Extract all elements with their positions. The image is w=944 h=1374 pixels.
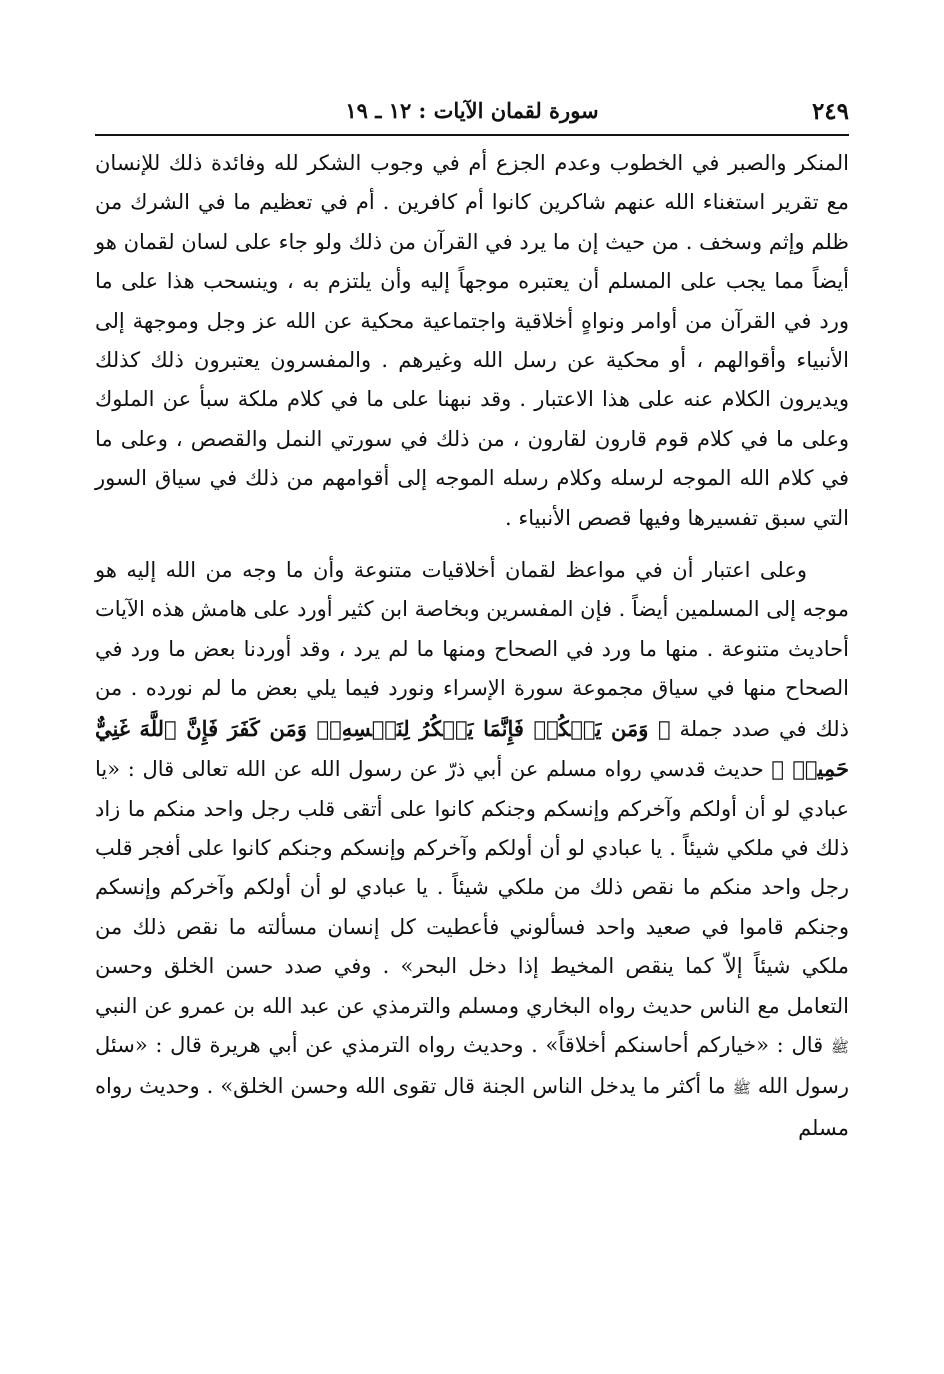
honorific-symbol: ﷺ bbox=[732, 1079, 751, 1098]
paragraph-1: المنكر والصبر في الخطوب وعدم الجزع أم في وجوب الشكر لله وفائدة ذلك للإنسان مع تقرير استغناء الله عنهم شاكرين كانوا أم كافرين . أم في تعظيم ما في الشرك من ظلم وإثم وسخف . من حيث إن ما يرد في القرآن من ذلك ولو جاء على لسان لقمان هو أيضاً مما يجب على المسلم أن يعتبره موجهاً إليه وأن يلتزم به ، وينسحب هذا على ما ورد في القرآن من أوامر ونواهٍ أخلاقية واجتماعية محكية عن الله عز وجل وموجهة إلى الأنبياء وأقوالهم ، أو محكية عن رسل الله وغيرهم . والمفسرون يعتبرون ذلك كذلك ويديرون الكلام عنه على هذا الاعتبار . وقد نبهنا على ما في كلام ملكة سبأ عن الملوك وعلى ما في كلام قوم قارون لقارون ، من ذلك في سورتي النمل والقصص ، وعلى ما في كلام الله الموجه لرسله وكلام رسله الموجه إلى أقوامهم من ذلك في سياق السور التي سبق تفسيرها وفيها قصص الأنبياء . bbox=[95, 151, 849, 530]
honorific-symbol: ﷺ bbox=[830, 1037, 849, 1056]
paragraph-2-end: ما أكثر ما يدخل الناس الجنة قال تقوى الله وحسن الخلق» . وحديث رواه مسلم bbox=[95, 1074, 849, 1140]
paragraph-2-hadith: حديث قدسي رواه مسلم عن أبي ذرّ عن رسول الله عن الله تعالى قال : «يا عبادي لو أن أولكم وآخركم وإنسكم وجنكم كانوا على أتقى قلب رجل واحد منكم ما زاد ذلك في ملكي شيئاً . يا عبادي لو أن أولكم وآخركم وإنسكم وجنكم كانوا على أفجر قلب رجل واحد منكم ما نقص ذلك من ملكي شيئاً . يا عبادي لو أن أولكم وآخركم وإنسكم وجنكم قاموا في صعيد واحد فسألوني فأعطيت كل إنسان مسألته ما نقص ذلك من ملكي شيئاً إلاّ كما ينقص المخيط إذا دخل البحر» . وفي صدد حسن الخلق وحسن التعامل مع الناس حديث رواه البخاري ومسلم والترمذي عن عبد الله بن عمرو عن النبي bbox=[95, 757, 849, 1018]
page-number: ٢٤٩ bbox=[811, 98, 849, 125]
running-title: سورة لقمان الآيات : ١٢ ـ ١٩ bbox=[345, 98, 599, 123]
paragraph-2-intro: وعلى اعتبار أن في مواعظ لقمان أخلاقيات متنوعة وأن ما وجه من الله إليه هو موجه إلى المسلمين أيضاً . فإن المفسرين وبخاصة ابن كثير أورد على هامش هذه الآيات أحاديث متنوعة . منها ما ورد في الصحاح ومنها ما لم يرد ، وقد أوردنا بعض ما ورد في الصحاح منها في سياق مجموعة سورة الإسراء ونورد فيما يلي بعض ما لم نورده . من ذلك في صدد جملة bbox=[95, 558, 849, 741]
page-body bbox=[95, 144, 849, 1148]
quran-verse: ﴿ وَمَن يَشۡكُرۡ فَإِنَّمَا يَشۡكُرُ لِنَفۡسِهِۦۖ وَمَن كَفَرَ فَإِنَّ ٱللَّهَ غَنِيٌّ حَمِيدٞ ﴾ bbox=[95, 715, 849, 782]
paragraph-2-continued: قال : «خياركم أحاسنكم أخلاقاً» . وحديث رواه الترمذي عن أبي هريرة قال : «سئل رسول الله bbox=[95, 1032, 850, 1099]
paragraph-2 bbox=[95, 551, 849, 1148]
page-header bbox=[95, 90, 849, 136]
